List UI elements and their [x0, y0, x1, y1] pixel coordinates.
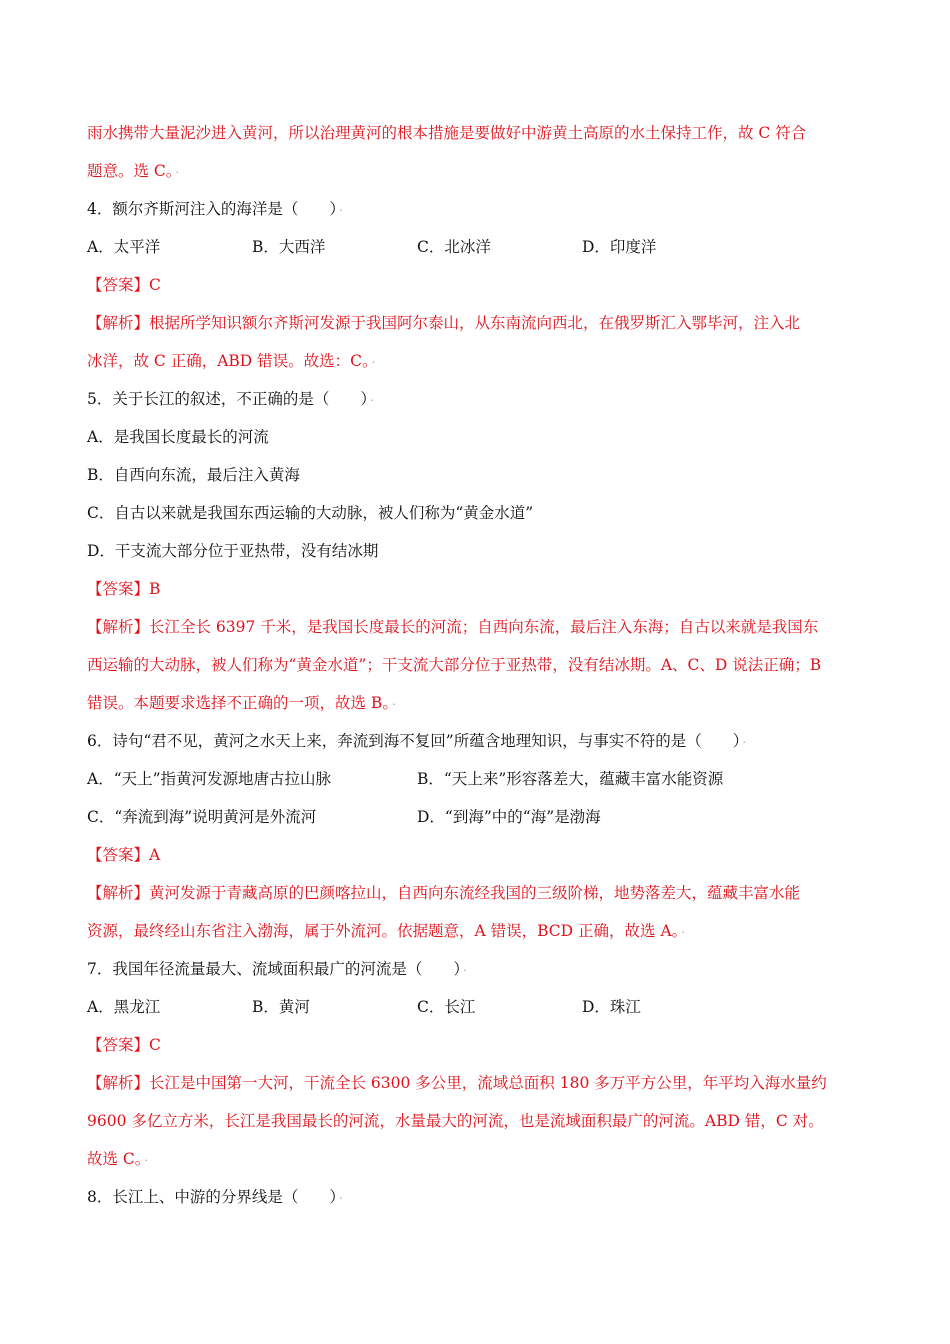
q4-analysis-line: 【解析】根据所学知识额尔齐斯河发源于我国阿尔泰山，从东南流向西北，在俄罗斯汇入鄂毕河，注入北 — [87, 314, 801, 332]
q5-option-b: B．自西向东流，最后注入黄海 — [87, 466, 300, 484]
q5-analysis-line: 【解析】长江全长 6397 千米，是我国长度最长的河流；自西向东流，最后注入东海；自古以来就是我国东 — [87, 618, 819, 636]
q5-option-d: D．干支流大部分位于亚热带，没有结冰期 — [87, 542, 379, 560]
q7-option-b: B．黄河 — [252, 998, 310, 1016]
q7-option-c: C．长江 — [417, 998, 476, 1016]
q4-stem: 4．额尔齐斯河注入的海洋是（ ） · — [87, 200, 343, 218]
q5-analysis-line: 错误。本题要求选择不正确的一项，故选 B。 · — [87, 694, 396, 712]
q5-option-a: A．是我国长度最长的河流 — [87, 428, 269, 446]
q7-option-d: D．珠江 — [582, 998, 641, 1016]
q3-analysis-line: 题意。选 C。 · — [87, 162, 180, 180]
q6-option-c: C．“奔流到海”说明黄河是外流河 — [87, 808, 317, 826]
q6-option-d: D．“到海”中的“海”是渤海 — [417, 808, 601, 826]
q5-stem: 5．关于长江的叙述，不正确的是（ ） · — [87, 390, 374, 408]
q6-option-b: B．“天上来”形容落差大，蕴藏丰富水能资源 — [417, 770, 724, 788]
q6-answer: 【答案】A — [87, 846, 161, 864]
q4-analysis-line: 冰洋，故 C 正确，ABD 错误。故选：C。 · — [87, 352, 376, 370]
q4-option-a: A．太平洋 — [87, 238, 161, 256]
q4-answer: 【答案】C — [87, 276, 161, 294]
q7-option-a: A．黑龙江 — [87, 998, 161, 1016]
q6-analysis-line: 【解析】黄河发源于青藏高原的巴颜喀拉山，自西向东流经我国的三级阶梯，地势落差大，蕴藏丰富水能 — [87, 884, 801, 902]
q4-option-b: B．大西洋 — [252, 238, 326, 256]
q6-analysis-line: 资源，最终经山东省注入渤海，属于外流河。依据题意，A 错误，BCD 正确，故选 A。 · — [87, 922, 685, 940]
q5-option-c: C．自古以来就是我国东西运输的大动脉，被人们称为“黄金水道” — [87, 504, 534, 522]
q5-analysis-line: 西运输的大动脉，被人们称为“黄金水道”；干支流大部分位于亚热带，没有结冰期。A、C、D 说法正确；B — [87, 656, 822, 674]
q4-option-c: C．北冰洋 — [417, 238, 491, 256]
q7-answer: 【答案】C — [87, 1036, 161, 1054]
q6-option-a: A．“天上”指黄河发源地唐古拉山脉 — [87, 770, 332, 788]
q7-analysis-line: 9600 多亿立方米，长江是我国最长的河流，水量最大的河流，也是流域面积最广的河流。ABD 错，C 对。 — [87, 1112, 824, 1130]
q3-analysis-line: 雨水携带大量泥沙进入黄河，所以治理黄河的根本措施是要做好中游黄土高原的水土保持工作，故 C 符合 — [87, 124, 807, 142]
q7-stem: 7．我国年径流量最大、流域面积最广的河流是（ ） · — [87, 960, 467, 978]
q6-stem: 6．诗句“君不见，黄河之水天上来，奔流到海不复回”所蕴含地理知识，与事实不符的是（ ） · — [87, 732, 746, 750]
q4-option-d: D．印度洋 — [582, 238, 657, 256]
q5-answer: 【答案】B — [87, 580, 161, 598]
q7-analysis-line: 故选 C。 · — [87, 1150, 149, 1168]
q8-stem: 8．长江上、中游的分界线是（ ） · — [87, 1188, 343, 1206]
q7-analysis-line: 【解析】长江是中国第一大河，干流全长 6300 多公里，流域总面积 180 多万平方公里，年平均入海水量约 — [87, 1074, 827, 1092]
